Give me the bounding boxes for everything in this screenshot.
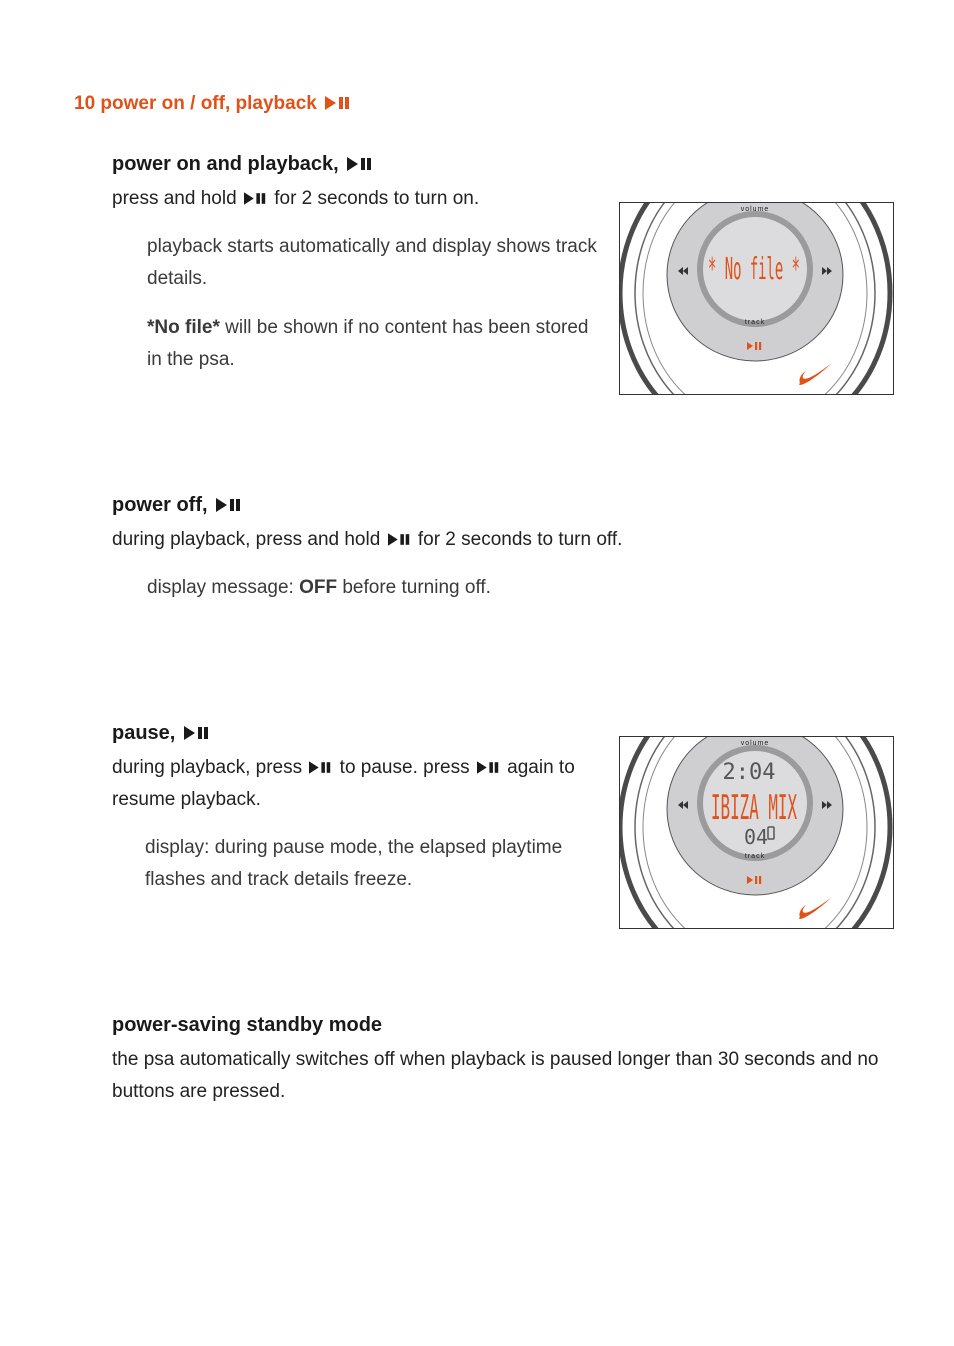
power-off-instruction-a: during playback, press and hold (112, 529, 381, 550)
power-on-note-1: playback starts automatically and display shows track details. (147, 236, 597, 289)
play-pause-icon (309, 761, 332, 774)
no-file-label: *No file* (147, 317, 220, 338)
device-illustration-no-file (619, 202, 894, 395)
lcd-no-file-text: * No file * (708, 252, 800, 287)
power-off-note-b: before turning off. (337, 577, 491, 598)
play-pause-icon (325, 96, 351, 110)
chapter-title-text: 10 power on / off, playback (74, 93, 317, 114)
swoosh-logo (799, 897, 832, 919)
power-on-heading (112, 153, 373, 176)
power-off-note-a: display message: (147, 577, 300, 598)
play-pause-icon (216, 498, 242, 512)
chapter-title (74, 93, 351, 115)
power-off-heading-text: power off, (112, 494, 208, 516)
play-pause-icon (477, 761, 500, 774)
pause-heading-text: pause, (112, 722, 176, 744)
play-pause-icon (244, 192, 267, 205)
power-on-instruction (112, 183, 479, 215)
track-label: track (744, 319, 766, 326)
standby-body: the psa automatically switches off when playback is paused longer than 30 seconds and no buttons are pressed. (112, 1049, 879, 1102)
volume-label: volume (740, 740, 770, 747)
pause-instruction-b: to pause. press (339, 757, 470, 778)
lcd-title: IBIZA MIX (711, 788, 798, 828)
play-pause-icon (347, 157, 373, 171)
track-label: track (744, 853, 766, 860)
power-on-instruction-a: press and hold (112, 188, 237, 209)
device-illustration-pause (619, 736, 894, 929)
power-on-heading-text: power on and playback, (112, 153, 339, 175)
volume-label: volume (740, 206, 770, 213)
power-off-instruction (112, 524, 622, 556)
power-off-note (147, 572, 491, 604)
pause-instruction (112, 752, 602, 816)
pause-instruction-c: again to resume playback. (112, 757, 575, 810)
pause-instruction-a: during playback, press (112, 757, 303, 778)
power-on-note-2-rest: will be shown if no content has been stored in the psa. (147, 317, 589, 370)
lcd-time: 2:04 (722, 760, 776, 785)
pause-heading (112, 722, 210, 745)
off-message: OFF (299, 577, 338, 598)
power-on-instruction-b: for 2 seconds to turn on. (274, 188, 480, 209)
pause-note: display: during pause mode, the elapsed playtime flashes and track details freeze. (145, 837, 563, 890)
swoosh-logo (799, 363, 832, 385)
play-pause-icon (388, 533, 411, 546)
power-off-heading (112, 494, 242, 517)
power-on-note-2 (147, 312, 597, 376)
lcd-track-number: 04 (743, 825, 769, 849)
standby-heading: power-saving standby mode (112, 1014, 383, 1036)
play-pause-icon (184, 726, 210, 740)
power-off-instruction-b: for 2 seconds to turn off. (417, 529, 623, 550)
